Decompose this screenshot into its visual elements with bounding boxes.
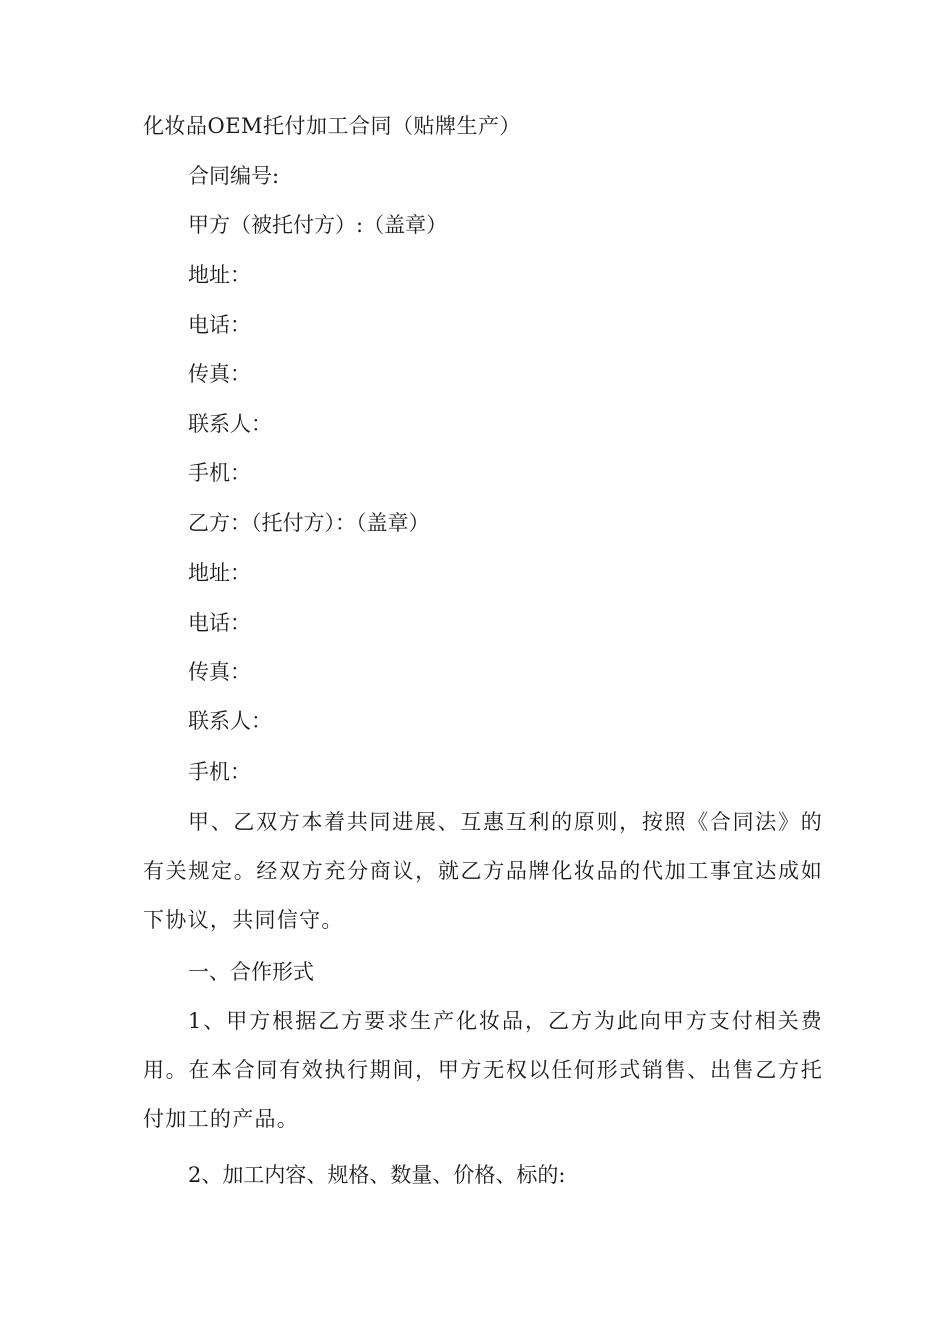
party-a-phone-label: 电话：: [188, 313, 251, 337]
party-b-address-label: 地址：: [188, 561, 251, 585]
party-a-heading: 甲方（被托付方）:（盖章）: [188, 213, 448, 237]
party-a-contact-label: 联系人：: [188, 412, 272, 436]
party-a-fax-label: 传真：: [188, 362, 251, 386]
clause-2-line: 2、加工内容、规格、数量、价格、标的:: [188, 1163, 566, 1187]
party-b-mobile-label: 手机：: [188, 760, 251, 784]
party-a-mobile-label: 手机：: [188, 461, 251, 485]
party-b-contact-label: 联系人：: [188, 709, 272, 733]
party-b-heading: 乙方：（托付方）：（盖章）: [188, 511, 430, 535]
section-1-heading: 一、合作形式: [188, 960, 314, 984]
party-b-fax-label: 传真：: [188, 660, 251, 684]
clause-1-paragraph: 1、甲方根据乙方要求生产化妆品，乙方为此向甲方支付相关费用。在本合同有效执行期间，甲方无权以任何形式销售、出售乙方托付加工的产品。: [143, 1009, 823, 1131]
party-a-address-label: 地址：: [188, 263, 251, 287]
document-title: 化妆品OEM托付加工合同（贴牌生产）: [143, 114, 522, 138]
preamble-paragraph: 甲、乙双方本着共同进展、互惠互利的原则，按照《合同法》的有关规定。经双方充分商议，就乙方品牌化妆品的代加工事宜达成如下协议，共同信守。: [143, 810, 823, 932]
party-b-phone-label: 电话：: [188, 611, 251, 635]
contract-number-label: 合同编号:: [188, 164, 280, 188]
